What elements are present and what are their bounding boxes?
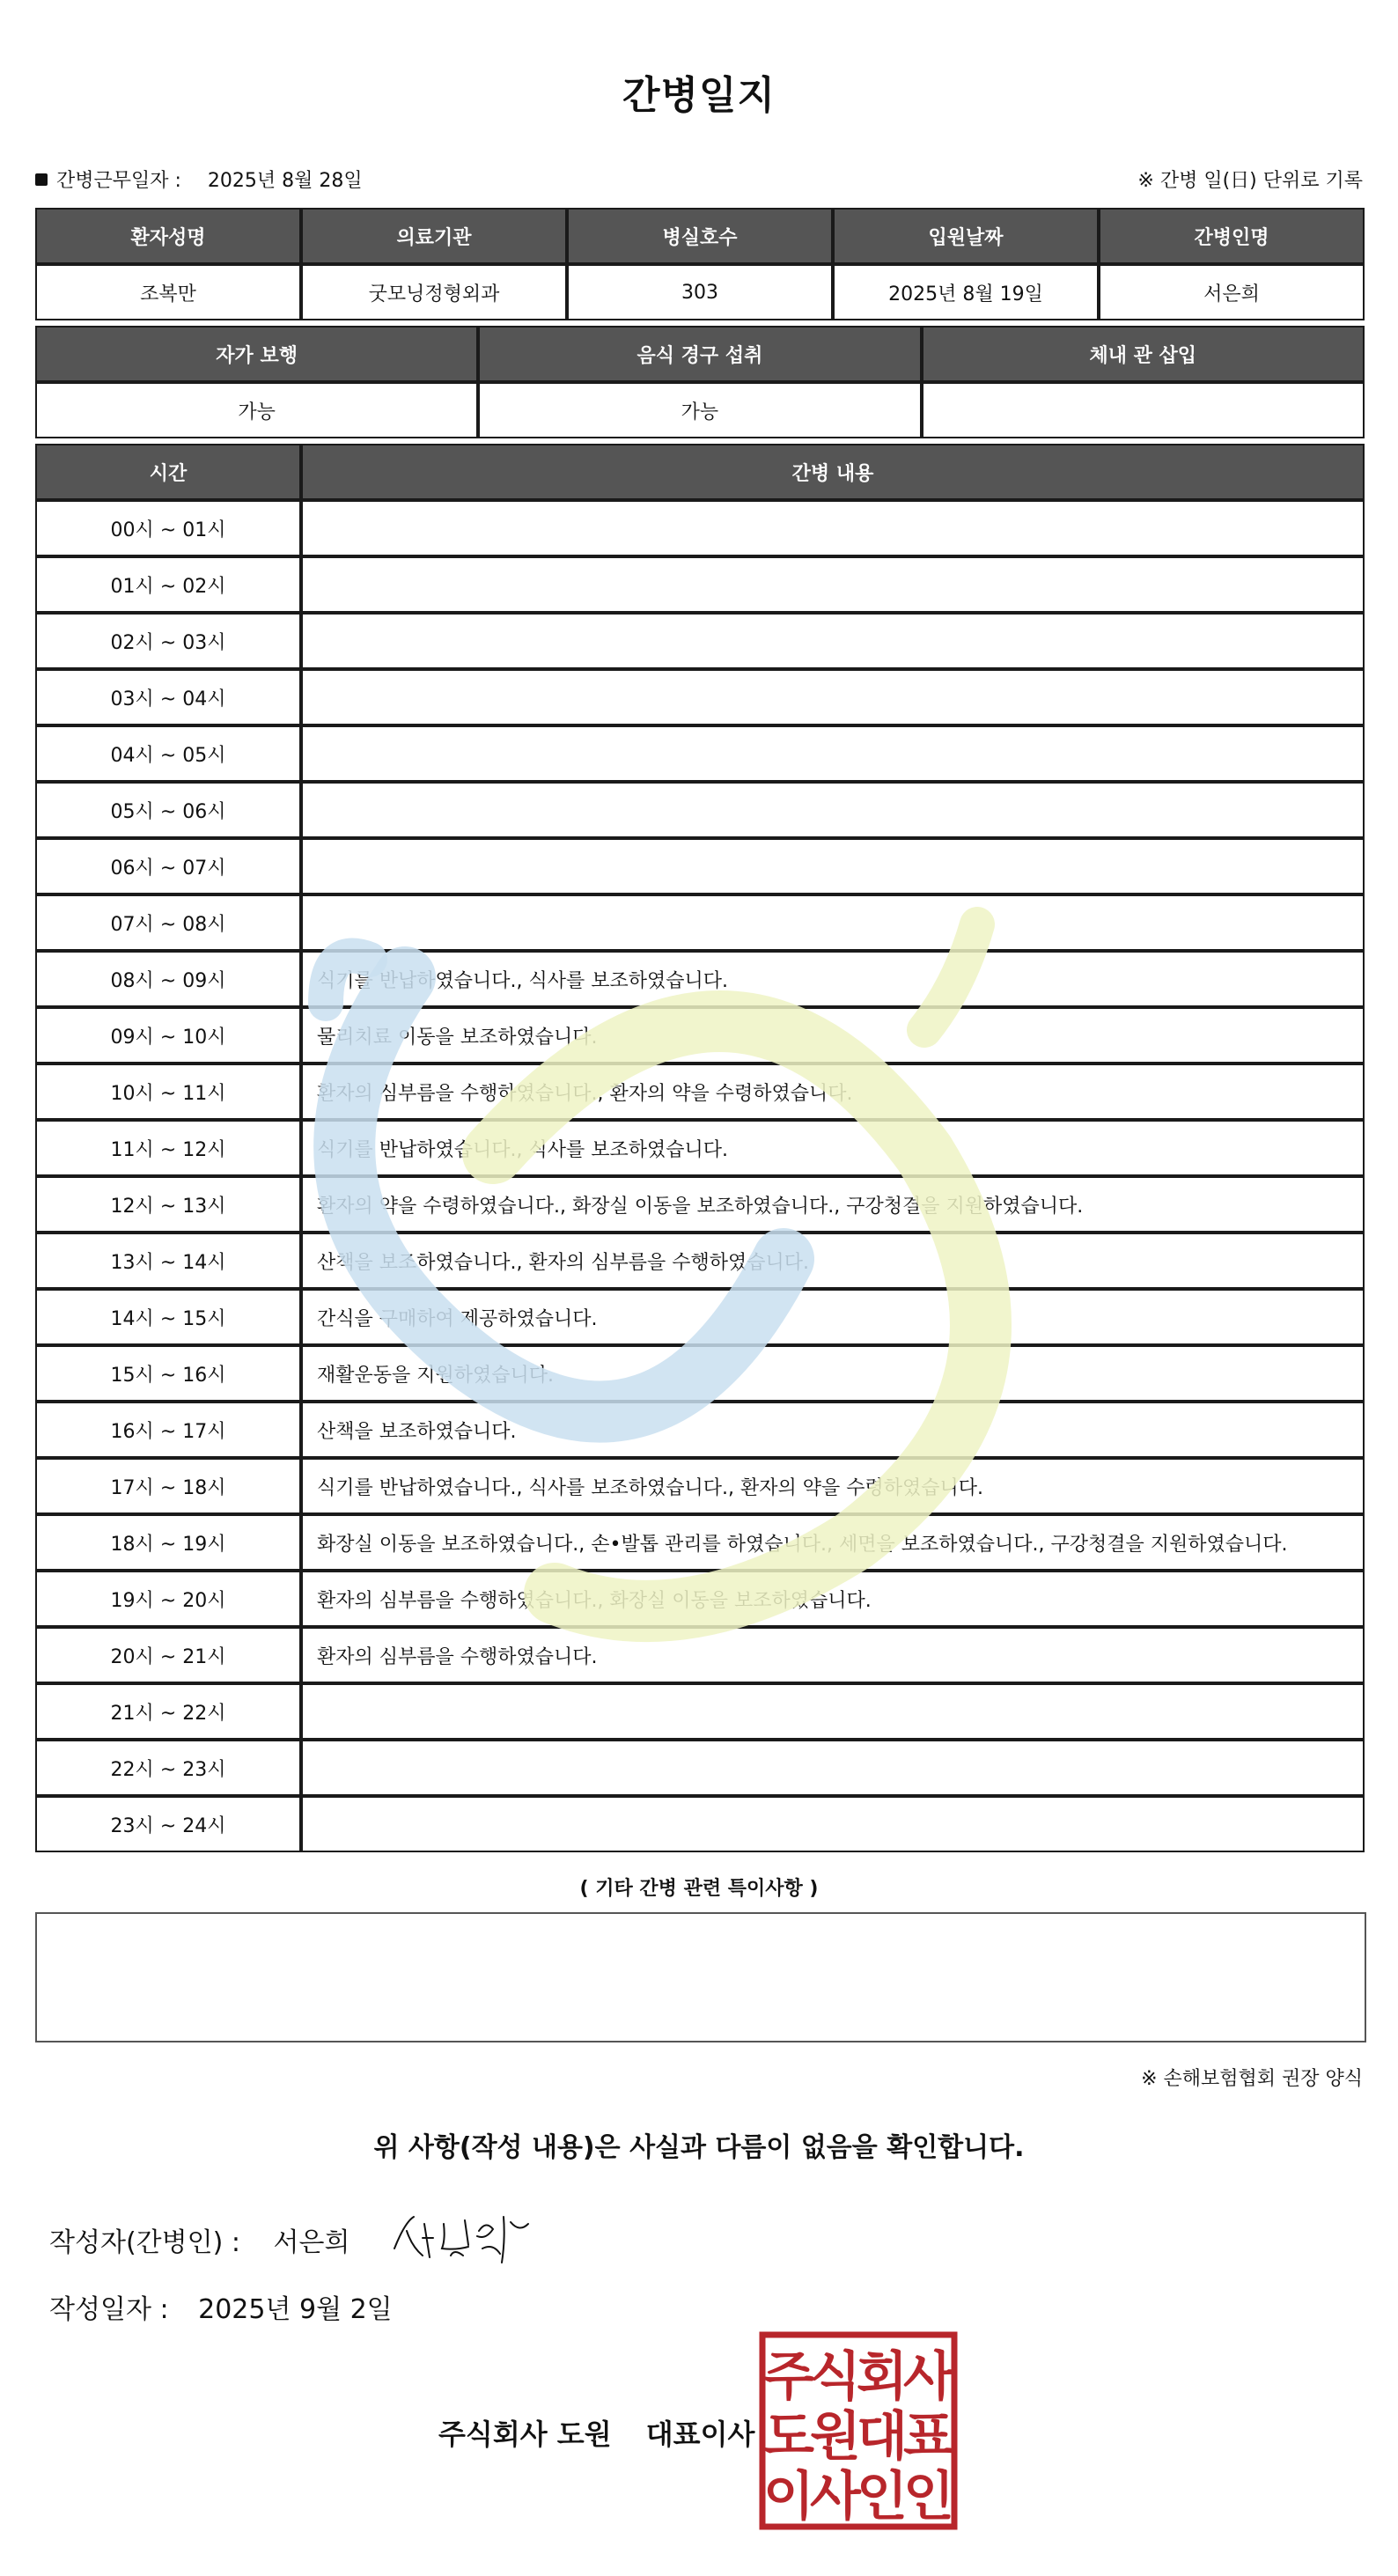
seal-character: 인 [857, 2466, 908, 2528]
time-slot: 18시 ~ 19시 [35, 1514, 301, 1571]
care-content: 물리치료 이동을 보조하였습니다. [301, 1007, 1365, 1064]
table-row [35, 1683, 1365, 1740]
header-care-content: 간병 내용 [301, 444, 1365, 500]
time-slot: 09시 ~ 10시 [35, 1007, 301, 1064]
time-slot: 16시 ~ 17시 [35, 1402, 301, 1458]
care-content: 환자의 심부름을 수행하였습니다., 환자의 약을 수령하였습니다. [301, 1064, 1365, 1120]
time-slot: 22시 ~ 23시 [35, 1740, 301, 1796]
time-slot: 01시 ~ 02시 [35, 556, 301, 613]
care-content [301, 838, 1365, 894]
care-content [301, 894, 1365, 951]
header-self-walking: 자가 보행 [35, 326, 478, 382]
care-content: 산책을 보조하였습니다. [301, 1402, 1365, 1458]
care-content: 식기를 반납하였습니다., 식사를 보조하였습니다. [301, 1120, 1365, 1176]
time-slot: 10시 ~ 11시 [35, 1064, 301, 1120]
care-content: 재활운동을 지원하였습니다. [301, 1345, 1365, 1402]
ability-table [35, 326, 1365, 438]
table-row [35, 1289, 1365, 1345]
header-tube-insertion: 체내 관 삽입 [922, 326, 1365, 382]
header-oral-intake: 음식 경구 섭취 [478, 326, 921, 382]
care-content [301, 556, 1365, 613]
written-date-label: 작성일자 : [49, 2294, 169, 2325]
care-content: 환자의 약을 수령하였습니다., 화장실 이동을 보조하였습니다., 구강청결을 지원하였습니다. [301, 1176, 1365, 1233]
company-line [438, 2412, 754, 2453]
handwritten-signature [387, 2204, 537, 2266]
table-row [35, 951, 1365, 1007]
care-content [301, 782, 1365, 838]
time-slot: 05시 ~ 06시 [35, 782, 301, 838]
table-row [35, 1233, 1365, 1289]
bullet-square-icon [35, 173, 48, 186]
self-walking: 가능 [35, 382, 478, 438]
table-row [35, 1176, 1365, 1233]
writer-label: 작성자(간병인) : [49, 2227, 240, 2258]
work-date [35, 166, 363, 193]
time-slot: 03시 ~ 04시 [35, 669, 301, 725]
tube-insertion [922, 382, 1365, 438]
room-number: 303 [567, 264, 833, 320]
time-slot: 04시 ~ 05시 [35, 725, 301, 782]
seal-character: 도 [763, 2406, 814, 2468]
header-room-number: 병실호수 [567, 208, 833, 264]
care-content: 환자의 심부름을 수행하였습니다. [301, 1627, 1365, 1683]
header-patient-name: 환자성명 [35, 208, 301, 264]
table-row [35, 1458, 1365, 1514]
table-row [35, 1740, 1365, 1796]
care-content: 식기를 반납하였습니다., 식사를 보조하였습니다., 환자의 약을 수령하였습니다. [301, 1458, 1365, 1514]
time-slot: 23시 ~ 24시 [35, 1796, 301, 1852]
table-row [35, 1402, 1365, 1458]
care-content [301, 1796, 1365, 1852]
table-row [35, 1627, 1365, 1683]
table-row [35, 1007, 1365, 1064]
work-date-value: 2025년 8월 28일 [207, 170, 363, 192]
written-date-line [49, 2287, 393, 2326]
care-log-table [35, 444, 1365, 1852]
hospital: 굿모닝정형외과 [301, 264, 567, 320]
notes-title: ( 기타 간병 관련 특이사항 ) [579, 1878, 819, 1900]
table-row [35, 1514, 1365, 1571]
care-content [301, 669, 1365, 725]
admission-date: 2025년 8월 19일 [833, 264, 1099, 320]
time-slot: 07시 ~ 08시 [35, 894, 301, 951]
table-row [35, 669, 1365, 725]
table-row [35, 1796, 1365, 1852]
company-seal-stamp [759, 2331, 958, 2530]
care-content [301, 1683, 1365, 1740]
table-row [35, 782, 1365, 838]
time-slot: 15시 ~ 16시 [35, 1345, 301, 1402]
recommendation-note: ※ 손해보험협회 권장 양식 [1141, 2068, 1363, 2090]
unit-note: ※ 간병 일(日) 단위로 기록 [1137, 170, 1363, 192]
seal-character: 사 [903, 2346, 954, 2408]
seal-character: 인 [903, 2466, 954, 2528]
writer-name: 서은희 [273, 2227, 350, 2258]
seal-character: 표 [903, 2406, 954, 2468]
table-row [35, 500, 1365, 556]
seal-character: 주 [763, 2346, 814, 2408]
time-slot: 08시 ~ 09시 [35, 951, 301, 1007]
table-row [35, 1064, 1365, 1120]
writer-line [49, 2220, 350, 2259]
time-slot: 00시 ~ 01시 [35, 500, 301, 556]
company-name: 주식회사 도원 [438, 2418, 612, 2451]
table-row [35, 613, 1365, 669]
header-hospital: 의료기관 [301, 208, 567, 264]
written-date-value: 2025년 9월 2일 [198, 2294, 393, 2325]
page-title: 간병일지 [622, 73, 776, 118]
seal-character: 이 [763, 2466, 814, 2528]
caregiver-name: 서은희 [1099, 264, 1365, 320]
seal-character: 대 [857, 2406, 908, 2468]
work-date-label: 간병근무일자 : [56, 170, 181, 192]
time-slot: 17시 ~ 18시 [35, 1458, 301, 1514]
header-time: 시간 [35, 444, 301, 500]
patient-name: 조복만 [35, 264, 301, 320]
care-content: 식기를 반납하였습니다., 식사를 보조하였습니다. [301, 951, 1365, 1007]
care-content [301, 613, 1365, 669]
time-slot: 13시 ~ 14시 [35, 1233, 301, 1289]
time-slot: 12시 ~ 13시 [35, 1176, 301, 1233]
seal-character: 회 [857, 2346, 908, 2408]
table-row [35, 1571, 1365, 1627]
care-content: 산책을 보조하였습니다., 환자의 심부름을 수행하였습니다. [301, 1233, 1365, 1289]
seal-character: 사 [810, 2466, 861, 2528]
table-row [35, 725, 1365, 782]
time-slot: 06시 ~ 07시 [35, 838, 301, 894]
time-slot: 02시 ~ 03시 [35, 613, 301, 669]
care-content: 화장실 이동을 보조하였습니다., 손•발톱 관리를 하였습니다., 세면을 보조하였습니다., 구강청결을 지원하였습니다. [301, 1514, 1365, 1571]
header-caregiver-name: 간병인명 [1099, 208, 1365, 264]
table-row [35, 556, 1365, 613]
table-row [35, 1345, 1365, 1402]
time-slot: 11시 ~ 12시 [35, 1120, 301, 1176]
notes-box [35, 1912, 1366, 2042]
time-slot: 21시 ~ 22시 [35, 1683, 301, 1740]
care-content [301, 1740, 1365, 1796]
confirmation-statement: 위 사항(작성 내용)은 사실과 다름이 없음을 확인합니다. [373, 2132, 1025, 2163]
table-row [35, 838, 1365, 894]
time-slot: 19시 ~ 20시 [35, 1571, 301, 1627]
care-content [301, 725, 1365, 782]
header-admission-date: 입원날짜 [833, 208, 1099, 264]
care-content [301, 500, 1365, 556]
time-slot: 14시 ~ 15시 [35, 1289, 301, 1345]
table-row [35, 1120, 1365, 1176]
time-slot: 20시 ~ 21시 [35, 1627, 301, 1683]
seal-character: 식 [810, 2346, 861, 2408]
oral-intake: 가능 [478, 382, 921, 438]
care-content: 환자의 심부름을 수행하였습니다., 화장실 이동을 보조하였습니다. [301, 1571, 1365, 1627]
seal-character: 원 [810, 2406, 861, 2468]
company-representative: 대표이사 [645, 2418, 755, 2451]
table-row [35, 894, 1365, 951]
care-content: 간식을 구매하여 제공하였습니다. [301, 1289, 1365, 1345]
patient-info-table [35, 208, 1365, 320]
